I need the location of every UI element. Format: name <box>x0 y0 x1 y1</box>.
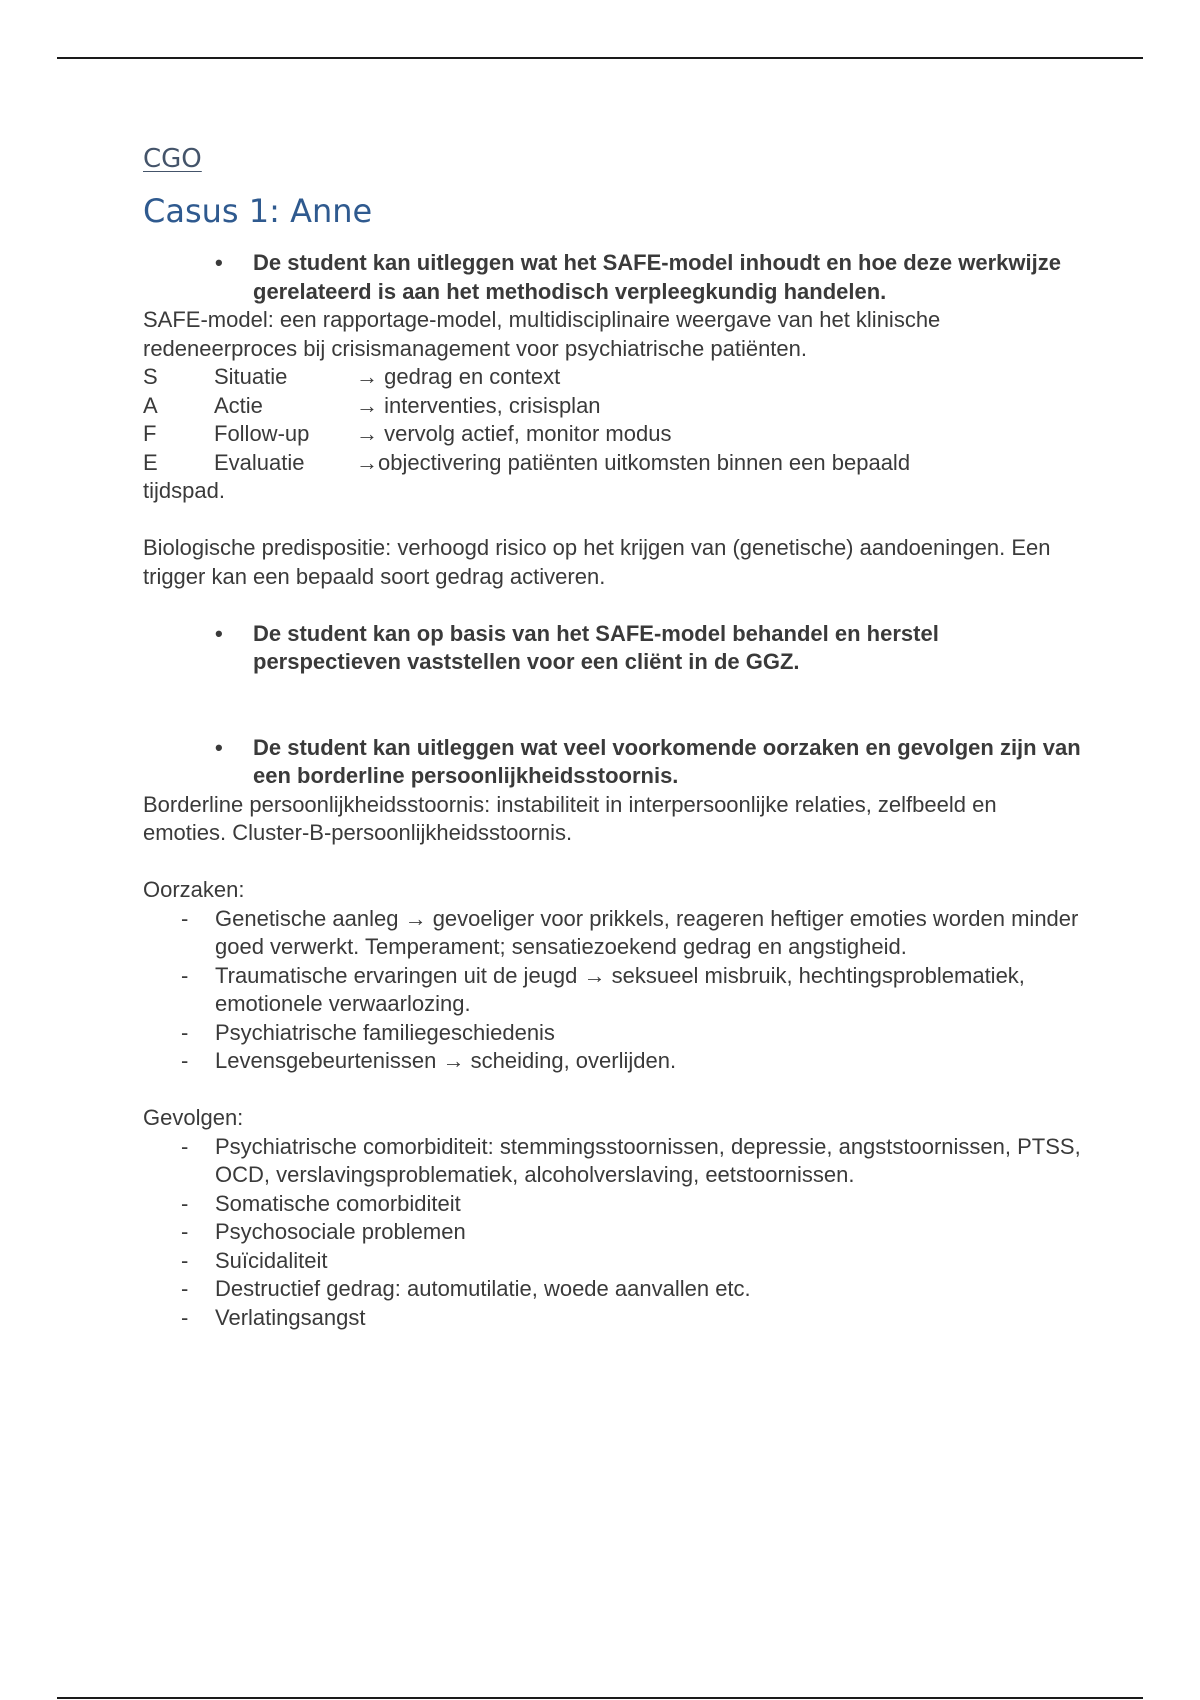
borderline-definition: Borderline persoonlijkheidsstoornis: instabiliteit in interpersoonlijke relaties, zelfbeeld en emoties. Cluster-B-persoonlijkheidsstoornis. <box>143 791 997 845</box>
safe-word: Follow-up <box>214 421 310 446</box>
spacer <box>143 1076 1083 1105</box>
list-item <box>143 1047 1083 1076</box>
list-item <box>143 962 1083 1019</box>
list-item <box>143 1019 1083 1048</box>
list-item-text: Traumatische ervaringen uit de jeugd → seksueel misbruik, hechtingsproblematiek, emotionele verwaarlozing. <box>215 962 1025 1016</box>
safe-model-table <box>143 363 1083 506</box>
document-title: CGO <box>143 144 202 174</box>
spacer <box>143 506 1083 535</box>
list-item <box>143 1218 1083 1247</box>
list-item-text: Verlatingsangst <box>215 1304 366 1330</box>
dash-icon: - <box>181 1190 189 1216</box>
dash-icon: - <box>181 1247 189 1273</box>
objective-text: De student kan uitleggen wat het SAFE-model inhoudt en hoe deze werkwijze gerelateerd is aan het methodisch verpleegkundig handelen. <box>253 250 1061 304</box>
list-item-text: Psychiatrische familiegeschiedenis <box>215 1019 555 1045</box>
bullet-icon: • <box>215 250 223 275</box>
safe-tail: tijdspad. <box>143 478 225 503</box>
safe-word: Situatie <box>214 364 288 389</box>
footer-rule <box>57 1697 1143 1699</box>
learning-objective-2 <box>143 620 1083 677</box>
case-heading: Casus 1: Anne <box>143 192 373 230</box>
learning-objective-1 <box>143 249 1083 306</box>
dash-icon: - <box>181 1048 189 1073</box>
consequences-list <box>143 1133 1083 1333</box>
list-item <box>143 905 1083 962</box>
list-item-text: Destructief gedrag: automutilatie, woede aanvallen etc. <box>215 1276 751 1301</box>
safe-letter: E <box>143 449 158 475</box>
learning-objective-3 <box>143 734 1083 791</box>
dash-icon: - <box>181 1276 189 1301</box>
dash-icon: - <box>181 1019 189 1045</box>
list-item-text: Somatische comorbiditeit <box>215 1190 461 1216</box>
safe-letter: S <box>143 364 158 389</box>
document-body <box>143 143 1083 1332</box>
safe-description: →objectivering patiënten uitkomsten binnen een bepaald <box>356 449 911 475</box>
list-item-text: Psychiatrische comorbiditeit: stemmingsstoornissen, depressie, angststoornissen, PTSS, OCD, verslavingsproblematiek, alcoholverslaving, eetstoornissen. <box>215 1133 1081 1187</box>
dash-icon: - <box>181 1219 189 1244</box>
safe-description: → interventies, crisisplan <box>356 392 601 418</box>
list-item-text: Genetische aanleg → gevoeliger voor prikkels, reageren heftiger emoties worden minder goed verwerkt. Temperament; sensatiezoekend gedrag en angstigheid. <box>215 905 1079 959</box>
causes-label: Oorzaken: <box>143 877 245 902</box>
safe-letter: A <box>143 392 158 418</box>
safe-model-intro: SAFE-model: een rapportage-model, multidisciplinaire weergave van het klinische redeneerproces bij crisismanagement voor psychiatrische patiënten. <box>143 307 941 361</box>
header-rule <box>57 57 1143 59</box>
dash-icon: - <box>181 962 189 988</box>
objective-text: De student kan uitleggen wat veel voorkomende oorzaken en gevolgen zijn van een borderline persoonlijkheidsstoornis. <box>253 734 1081 788</box>
objective-text: De student kan op basis van het SAFE-model behandel en herstel perspectieven vaststellen voor een cliënt in de GGZ. <box>253 620 939 674</box>
spacer <box>143 591 1083 620</box>
safe-row-e <box>143 449 1083 478</box>
list-item-text: Suïcidaliteit <box>215 1247 328 1273</box>
dash-icon: - <box>181 1304 189 1330</box>
bullet-icon: • <box>215 734 223 760</box>
safe-letter: F <box>143 421 157 446</box>
consequences-label: Gevolgen: <box>143 1105 244 1130</box>
list-item <box>143 1275 1083 1304</box>
safe-description: → vervolg actief, monitor modus <box>356 421 672 446</box>
list-item <box>143 1304 1083 1333</box>
list-item <box>143 1247 1083 1276</box>
spacer <box>143 848 1083 877</box>
list-item <box>143 1190 1083 1219</box>
safe-row-f <box>143 420 1083 449</box>
bullet-icon: • <box>215 620 223 646</box>
safe-row-s <box>143 363 1083 392</box>
causes-list <box>143 905 1083 1076</box>
safe-row-a <box>143 392 1083 421</box>
list-item <box>143 1133 1083 1190</box>
biological-predisposition: Biologische predispositie: verhoogd risico op het krijgen van (genetische) aandoeningen. Een trigger kan een bepaald soort gedrag activeren. <box>143 535 1051 589</box>
list-item-text: Levensgebeurtenissen → scheiding, overlijden. <box>215 1048 677 1073</box>
safe-word: Evaluatie <box>214 449 305 475</box>
safe-word: Actie <box>214 392 263 418</box>
dash-icon: - <box>181 1133 189 1159</box>
safe-description: → gedrag en context <box>356 364 561 389</box>
spacer <box>143 677 1083 734</box>
dash-icon: - <box>181 905 189 931</box>
list-item-text: Psychosociale problemen <box>215 1219 466 1244</box>
